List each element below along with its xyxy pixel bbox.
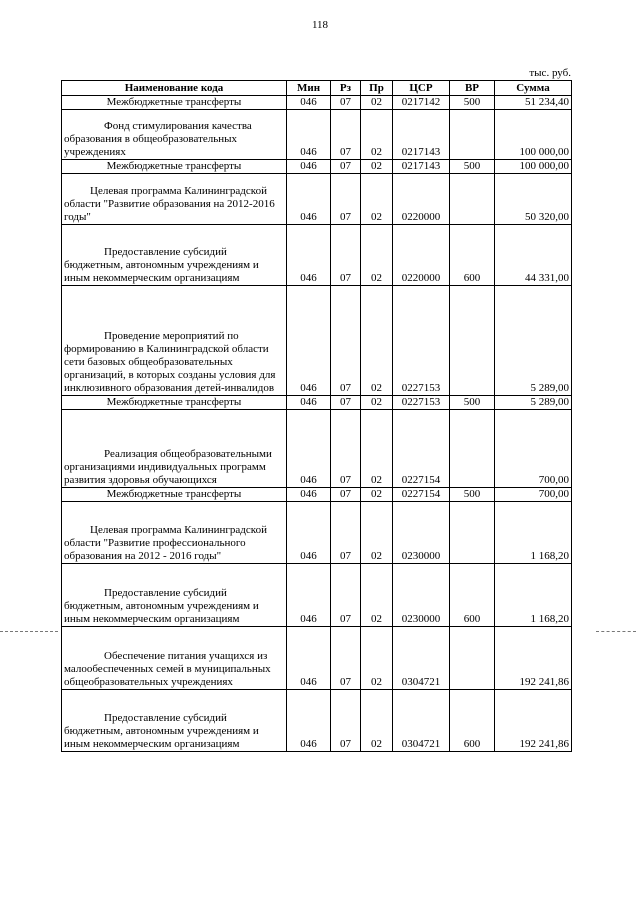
cell-min: 046: [287, 564, 331, 627]
cell-vr: 500: [450, 160, 495, 174]
cell-csr: 0227154: [393, 410, 450, 488]
cell-csr: 0230000: [393, 564, 450, 627]
cell-pr: 02: [361, 110, 393, 160]
cell-vr: 500: [450, 488, 495, 502]
cell-name: [62, 225, 287, 286]
units-label: тыс. руб.: [529, 67, 571, 79]
cell-csr: 0227154: [393, 488, 450, 502]
budget-table: [61, 80, 572, 752]
cell-csr: 0230000: [393, 502, 450, 564]
header-rz: Рз: [331, 81, 361, 96]
header-min: Мин: [287, 81, 331, 96]
cell-pr: 02: [361, 690, 393, 752]
cell-name-text: Фонд стимулирования качества образования в общеобразовательных учреждениях: [64, 120, 252, 158]
cell-rz: 07: [331, 488, 361, 502]
cell-name: [62, 174, 287, 225]
cell-name: Межбюджетные трансферты: [62, 488, 287, 502]
cell-vr: [450, 286, 495, 396]
cell-min: 046: [287, 410, 331, 488]
cell-pr: 02: [361, 225, 393, 286]
cell-sum: 1 168,20: [495, 564, 572, 627]
cell-pr: 02: [361, 160, 393, 174]
cell-rz: 07: [331, 160, 361, 174]
cell-min: 046: [287, 160, 331, 174]
cell-sum: 100 000,00: [495, 110, 572, 160]
table-row: [62, 174, 572, 225]
cell-min: 046: [287, 96, 331, 110]
cell-csr: 0220000: [393, 174, 450, 225]
cell-name: [62, 627, 287, 690]
cell-min: 046: [287, 225, 331, 286]
cell-pr: 02: [361, 174, 393, 225]
table-row: [62, 627, 572, 690]
cell-sum: 50 320,00: [495, 174, 572, 225]
cell-name: [62, 410, 287, 488]
cell-vr: 500: [450, 396, 495, 410]
cell-vr: [450, 502, 495, 564]
cell-vr: [450, 110, 495, 160]
cell-rz: 07: [331, 627, 361, 690]
table-row: [62, 488, 572, 502]
cell-csr: 0304721: [393, 627, 450, 690]
cell-vr: [450, 627, 495, 690]
cell-csr: 0217142: [393, 96, 450, 110]
cell-sum: 5 289,00: [495, 286, 572, 396]
cell-sum: 1 168,20: [495, 502, 572, 564]
cell-csr: 0220000: [393, 225, 450, 286]
cell-name: [62, 110, 287, 160]
cell-name: [62, 502, 287, 564]
cell-pr: 02: [361, 502, 393, 564]
cell-name-text: Реализация общеобразовательными организациями индивидуальных программ развития здоровья обучающихся: [64, 448, 272, 486]
cell-rz: 07: [331, 396, 361, 410]
cell-sum: 192 241,86: [495, 690, 572, 752]
cell-vr: [450, 174, 495, 225]
cell-rz: 07: [331, 410, 361, 488]
cell-rz: 07: [331, 564, 361, 627]
page-number: 118: [311, 19, 329, 31]
cell-min: 046: [287, 110, 331, 160]
cell-min: 046: [287, 396, 331, 410]
cell-rz: 07: [331, 96, 361, 110]
cell-min: 046: [287, 286, 331, 396]
table-row: [62, 160, 572, 174]
cell-rz: 07: [331, 502, 361, 564]
cell-pr: 02: [361, 286, 393, 396]
table-row: [62, 410, 572, 488]
cell-name-text: Предоставление субсидий бюджетным, автономным учреждениям и иным некоммерческим организациям: [64, 587, 259, 625]
cell-vr: 600: [450, 690, 495, 752]
table-row: [62, 564, 572, 627]
cell-sum: 44 331,00: [495, 225, 572, 286]
table-row: [62, 110, 572, 160]
cell-pr: 02: [361, 488, 393, 502]
cell-csr: 0304721: [393, 690, 450, 752]
cell-name: Межбюджетные трансферты: [62, 396, 287, 410]
cell-pr: 02: [361, 627, 393, 690]
cell-rz: 07: [331, 225, 361, 286]
header-vr: ВР: [450, 81, 495, 96]
cell-csr: 0227153: [393, 396, 450, 410]
cell-name-text: Целевая программа Калининградской области "Развитие образования на 2012-2016 годы": [64, 185, 275, 223]
cell-name: Межбюджетные трансферты: [62, 96, 287, 110]
table-row: [62, 225, 572, 286]
cell-rz: 07: [331, 286, 361, 396]
cell-name-text: Целевая программа Калининградской области "Развитие профессионального образования на 2012 - 2016 годы": [64, 524, 267, 562]
cell-min: 046: [287, 627, 331, 690]
scan-artifact-left: [0, 631, 58, 632]
cell-vr: [450, 410, 495, 488]
cell-name: [62, 564, 287, 627]
scan-artifact-right: [596, 631, 636, 632]
cell-pr: 02: [361, 96, 393, 110]
cell-sum: 700,00: [495, 410, 572, 488]
cell-min: 046: [287, 690, 331, 752]
cell-name: [62, 690, 287, 752]
header-name: Наименование кода: [62, 81, 287, 96]
cell-name-text: Проведение мероприятий по формированию в Калининградской области сети базовых общеобразовательных организаций, в которых созданы условия для инклюзивного образования детей-инвалидов: [64, 330, 276, 394]
cell-pr: 02: [361, 410, 393, 488]
cell-name: [62, 286, 287, 396]
table-row: [62, 286, 572, 396]
table-header-row: [62, 81, 572, 96]
cell-name-text: Обеспечение питания учащихся из малообеспеченных семей в муниципальных общеобразовательных учреждениях: [64, 650, 271, 688]
table-row: [62, 690, 572, 752]
cell-sum: 5 289,00: [495, 396, 572, 410]
table-row: [62, 396, 572, 410]
header-csr: ЦСР: [393, 81, 450, 96]
cell-vr: 600: [450, 225, 495, 286]
cell-name-text: Предоставление субсидий бюджетным, автономным учреждениям и иным некоммерческим организациям: [64, 712, 259, 750]
cell-pr: 02: [361, 564, 393, 627]
cell-sum: 192 241,86: [495, 627, 572, 690]
cell-sum: 700,00: [495, 488, 572, 502]
cell-vr: 500: [450, 96, 495, 110]
cell-pr: 02: [361, 396, 393, 410]
cell-csr: 0217143: [393, 110, 450, 160]
cell-name: Межбюджетные трансферты: [62, 160, 287, 174]
header-sum: Сумма: [495, 81, 572, 96]
cell-sum: 51 234,40: [495, 96, 572, 110]
cell-min: 046: [287, 174, 331, 225]
table-row: [62, 502, 572, 564]
cell-csr: 0217143: [393, 160, 450, 174]
cell-rz: 07: [331, 110, 361, 160]
header-pr: Пр: [361, 81, 393, 96]
cell-csr: 0227153: [393, 286, 450, 396]
cell-min: 046: [287, 488, 331, 502]
cell-sum: 100 000,00: [495, 160, 572, 174]
table-row: [62, 96, 572, 110]
cell-name-text: Предоставление субсидий бюджетным, автономным учреждениям и иным некоммерческим организациям: [64, 246, 259, 284]
cell-vr: 600: [450, 564, 495, 627]
cell-min: 046: [287, 502, 331, 564]
cell-rz: 07: [331, 690, 361, 752]
cell-rz: 07: [331, 174, 361, 225]
